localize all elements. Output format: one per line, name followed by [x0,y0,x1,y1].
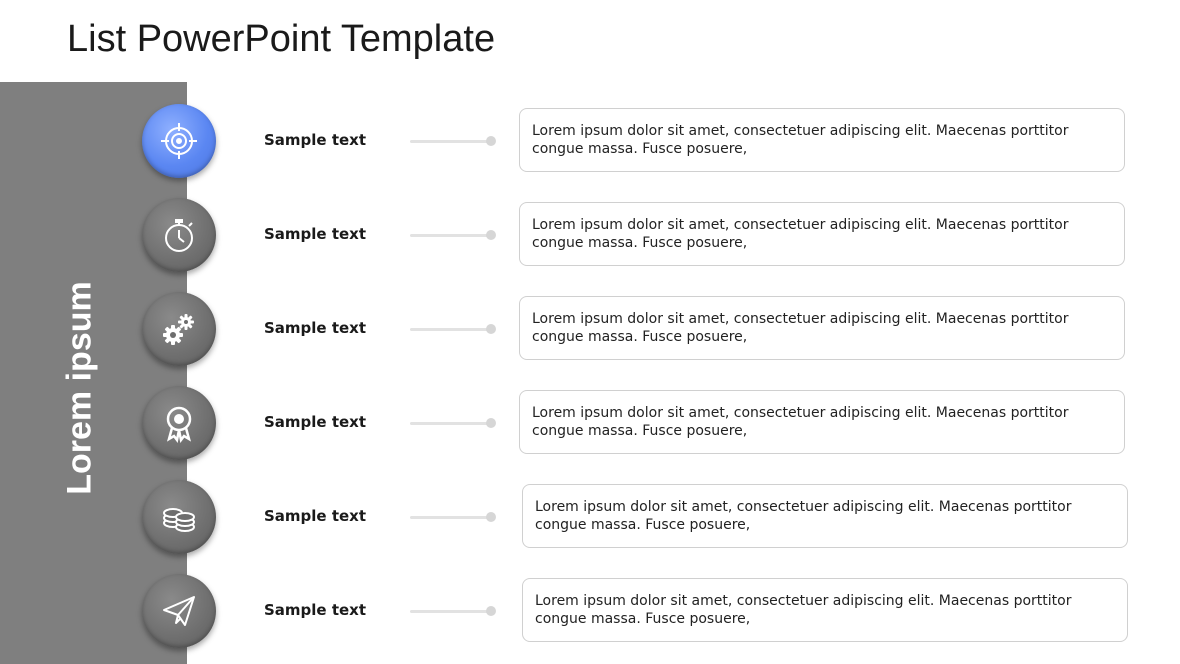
description-box: Lorem ipsum dolor sit amet, consectetuer adipiscing elit. Maecenas porttitor congue massa. Fusce posuere, [519,108,1125,172]
connector-line [410,610,490,613]
coins-icon [142,480,216,554]
connector-dot [486,606,496,616]
slide-title: List PowerPoint Template [67,18,496,60]
description-box: Lorem ipsum dolor sit amet, consectetuer adipiscing elit. Maecenas porttitor congue massa. Fusce posuere, [522,484,1128,548]
connector-line [410,516,490,519]
description-box: Lorem ipsum dolor sit amet, consectetuer adipiscing elit. Maecenas porttitor congue massa. Fusce posuere, [519,202,1125,266]
stopwatch-icon [142,198,216,272]
list-item [0,477,1180,557]
connector-dot [486,324,496,334]
row-label: Sample text [264,507,367,525]
connector-line [410,422,490,425]
connector-dot [486,136,496,146]
row-label: Sample text [264,225,367,243]
connector-dot [486,418,496,428]
list-item [0,383,1180,463]
description-box: Lorem ipsum dolor sit amet, consectetuer adipiscing elit. Maecenas porttitor congue massa. Fusce posuere, [522,578,1128,642]
award-ribbon-icon [142,386,216,460]
connector-dot [486,512,496,522]
list-item [0,289,1180,369]
paper-plane-icon [142,574,216,648]
list-item [0,571,1180,651]
description-box: Lorem ipsum dolor sit amet, consectetuer adipiscing elit. Maecenas porttitor congue massa. Fusce posuere, [519,296,1125,360]
connector-line [410,140,490,143]
row-label: Sample text [264,131,367,149]
connector-line [410,234,490,237]
side-label: Lorem ipsum [60,281,99,495]
list-item [0,101,1180,181]
list-item [0,195,1180,275]
row-label: Sample text [264,319,367,337]
row-label: Sample text [264,413,367,431]
connector-dot [486,230,496,240]
connector-line [410,328,490,331]
target-icon [142,104,216,178]
description-box: Lorem ipsum dolor sit amet, consectetuer adipiscing elit. Maecenas porttitor congue massa. Fusce posuere, [519,390,1125,454]
row-label: Sample text [264,601,367,619]
gears-icon [142,292,216,366]
